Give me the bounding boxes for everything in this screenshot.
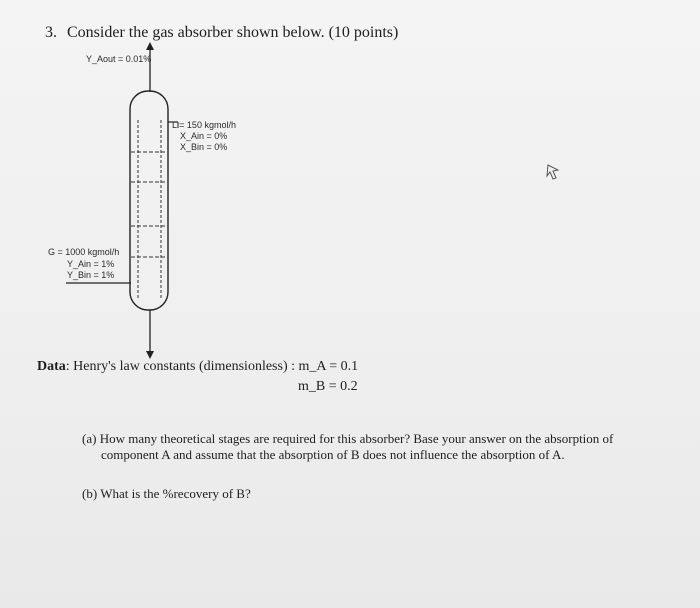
- henry-constants-text: Henry's law constants (dimensionless) :: [73, 359, 295, 374]
- gas-ya-label: Y_Ain = 1%: [67, 259, 115, 269]
- question-number: 3.: [45, 24, 57, 41]
- column-tray-dividers: [138, 120, 161, 300]
- column-trays: [131, 152, 167, 257]
- gas-yb-label: Y_Bin = 1%: [67, 270, 115, 280]
- data-label: Data: [37, 359, 66, 374]
- liquid-xa-label: X_Ain = 0%: [180, 131, 228, 141]
- gas-outlet-label: Y_Aout = 0.01%: [86, 54, 152, 64]
- part-a-text-line2: component A and assume that the absorption of B does not influence the absorption of A.: [101, 447, 565, 462]
- question-prompt: Consider the gas absorber shown below. (10 points): [67, 24, 399, 41]
- liquid-xb-label: X_Bin = 0%: [180, 142, 228, 152]
- part-b: [82, 486, 251, 502]
- henry-constant-b: m_B = 0.2: [298, 379, 358, 394]
- part-a: [82, 431, 613, 447]
- absorber-column: [130, 91, 168, 310]
- gas-outlet-arrow-icon: [146, 42, 154, 50]
- part-b-text: What is the %recovery of B?: [100, 486, 251, 501]
- liquid-flow-label: L = 150 kgmol/h: [172, 120, 236, 130]
- gas-flow-label: G = 1000 kgmol/h: [48, 247, 120, 257]
- part-a-text-line1: How many theoretical stages are required for this absorber? Base your answer on the absorption of: [99, 431, 614, 446]
- liquid-outlet-arrow-icon: [146, 351, 154, 359]
- part-b-label: (b): [82, 486, 98, 501]
- cursor-icon: [547, 165, 558, 179]
- part-a-label: (a): [82, 431, 97, 446]
- henry-constant-a: m_A = 0.1: [298, 359, 359, 374]
- data-line: Data: Henry's law constants (dimensionless) : m_A = 0.1: [37, 359, 359, 374]
